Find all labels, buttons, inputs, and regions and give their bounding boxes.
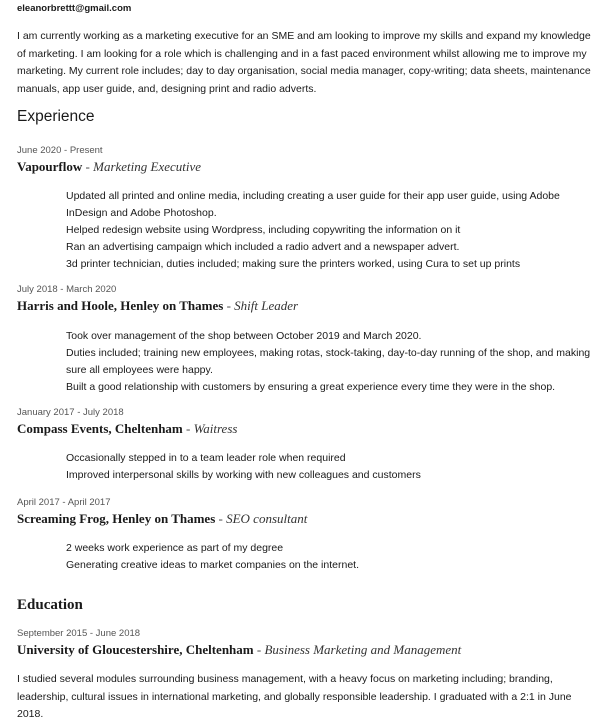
job-dates: January 2017 - July 2018 (17, 407, 124, 418)
education-dates: September 2015 - June 2018 (17, 628, 141, 639)
education-description: I studied several modules surrounding business management, with a heavy focus on marketing including; branding, leadership, cultural issues in international marketing, and globally responsible leadership. I graduated with a 2:1 in June 2018. (17, 673, 572, 720)
job-role: Shift Leader (234, 298, 299, 313)
job-entry (17, 497, 592, 574)
contact-email[interactable]: eleanorbrettt@gmail.com (17, 3, 132, 14)
job-role: Waitress (193, 421, 238, 436)
job-company: Harris and Hoole, Henley on Thames (17, 298, 224, 313)
duty-item: Generating creative ideas to market companies on the internet. (66, 559, 359, 571)
duty-item: Occasionally stepped in to a team leader role when required (66, 452, 346, 464)
job-separator: - (226, 298, 231, 313)
job-dates: July 2018 - March 2020 (17, 284, 117, 295)
duty-item: 3d printer technician, duties included; making sure the printers worked, using Cura to set up prints (66, 258, 521, 270)
job-duties (17, 328, 592, 396)
education-separator: - (256, 642, 262, 657)
job-separator: - (186, 421, 191, 436)
duty-item: Updated all printed and online media, including creating a user guide for their app user guide, using Adobe InDesign and Adobe Photoshop. (66, 190, 560, 219)
duty-item: Duties included; training new employees, making rotas, stock-taking, day-to-day running of the shop, and making sure all employees were happy. (66, 347, 591, 376)
job-heading (17, 298, 592, 314)
job-dates: June 2020 - Present (17, 145, 103, 156)
duty-item: Built a good relationship with customers by ensuring a great experience every time they were in the shop. (66, 381, 556, 393)
job-heading (17, 421, 592, 437)
duty-item: Took over management of the shop between October 2019 and March 2020. (66, 330, 422, 342)
education-school: University of Gloucestershire, Cheltenham (17, 642, 254, 657)
job-duties (17, 540, 592, 574)
job-entry (17, 407, 592, 484)
education-course: Business Marketing and Management (264, 642, 462, 657)
job-company: Screaming Frog, Henley on Thames (17, 511, 216, 526)
job-heading (17, 159, 592, 175)
duty-item: Improved interpersonal skills by working with new colleagues and customers (66, 469, 421, 481)
job-separator: - (218, 511, 223, 526)
job-entry (17, 284, 592, 396)
education-heading: Education (17, 597, 83, 613)
duty-item: 2 weeks work experience as part of my degree (66, 542, 284, 554)
job-role: SEO consultant (226, 511, 308, 526)
job-duties (17, 450, 592, 484)
job-separator: - (85, 159, 90, 174)
education-entry (17, 628, 592, 724)
job-heading (17, 511, 592, 527)
job-dates: April 2017 - April 2017 (17, 497, 111, 508)
duty-item: Ran an advertising campaign which included a radio advert and a newspaper advert. (66, 241, 460, 253)
experience-heading: Experience (17, 108, 95, 125)
job-role: Marketing Executive (93, 159, 202, 174)
duty-item: Helped redesign website using Wordpress, including copywriting the information on it (66, 224, 461, 236)
education-heading-line (17, 642, 592, 658)
job-entry (17, 145, 592, 273)
job-company: Compass Events, Cheltenham (17, 421, 183, 436)
job-duties (17, 188, 592, 273)
profile-summary: I am currently working as a marketing executive for an SME and am looking to improve my skills and expand my knowledge of marketing. I am looking for a role which is challenging and in a fast paced environment whilst allowing me to improve my marketing. My current role includes; day to day organisation, social media manager, copy-writing; data sheets, maintenance manuals, app user guide, and, designing print and radio adverts. (17, 30, 591, 95)
job-company: Vapourflow (17, 159, 83, 174)
